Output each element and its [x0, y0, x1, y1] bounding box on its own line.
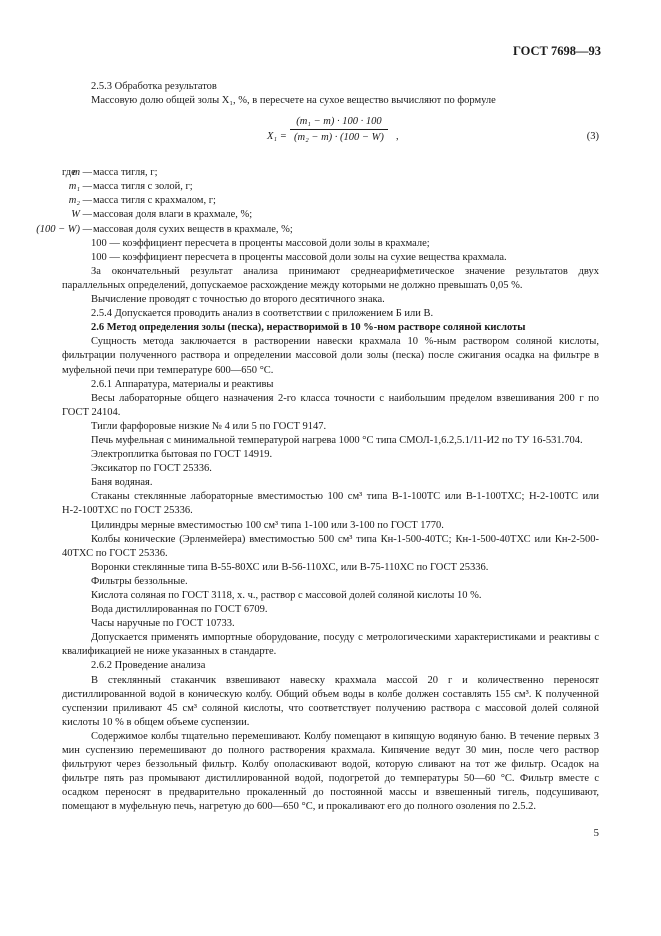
- equipment-item: Цилиндры мерные вместимостью 100 см³ типа 1-100 или 3-100 по ГОСТ 1770.: [91, 519, 444, 531]
- equipment-item: Кислота соляная по ГОСТ 3118, х. ч., раствор с массовой долей соляной кислоты 10 %.: [91, 590, 482, 601]
- section-heading-2-6-1: 2.6.1 Аппаратура, материалы и реактивы: [91, 378, 274, 390]
- definition-symbol: W —: [71, 209, 92, 221]
- equipment-item: Вода дистиллированная по ГОСТ 6709.: [91, 604, 268, 616]
- definition-text: массовая доля сухих веществ в крахмале, %;: [93, 223, 293, 235]
- equipment-item: Часы наручные по ГОСТ 10733.: [91, 618, 235, 630]
- section-heading-2-6: 2.6 Метод определения золы (песка), нерастворимой в 10 %-ном растворе соляной кислоты: [91, 322, 526, 334]
- formula-denominator: (m₂ − m) · (100 − W): [290, 129, 388, 145]
- where-word: где: [62, 167, 76, 179]
- page-body: [36, 80, 599, 815]
- definition-symbol: m₂ —: [68, 195, 92, 207]
- formula-3: [62, 113, 599, 161]
- section-heading-2-5-4: 2.5.4 Допускается проводить анализ в соответствии с приложением Б или В.: [91, 308, 434, 320]
- formula-lhs: X₁ =: [267, 131, 287, 143]
- definition-row: [62, 180, 599, 194]
- equipment-item: Колбы конические (Эрленмейера) вместимостью 500 см³ типа Кн-1-500-40ТС; Кн-1-500-40ТХС или Кн-2-500-40ТХС по ГОСТ 25336.: [62, 533, 599, 559]
- equipment-item: Фильтры беззольные.: [91, 575, 188, 587]
- definition-text: массовая доля влаги в крахмале, %;: [93, 209, 253, 221]
- definition-symbol: m₁ —: [68, 181, 92, 193]
- formula-trail: ,: [396, 131, 399, 143]
- formula-intro: Массовую долю общей золы X₁, %, в пересчете на сухое вещество вычисляют по формуле: [91, 95, 496, 107]
- definition-text: масса тигля с крахмалом, г;: [93, 195, 216, 207]
- page-number: 5: [593, 827, 599, 839]
- section-heading-2-5-3: 2.5.3 Обработка результатов: [91, 81, 217, 92]
- definition-row: [36, 223, 599, 237]
- equipment-item: Воронки стеклянные типа В-55-80ХС или В-56-110ХС, или В-75-110ХС по ГОСТ 25336.: [91, 561, 489, 573]
- definition-row: [62, 251, 599, 265]
- variable-definitions: [36, 166, 599, 265]
- definition-row: [62, 237, 599, 251]
- standard-header: ГОСТ 7698—93: [512, 44, 601, 58]
- definition-symbol: m —: [72, 167, 92, 179]
- equipment-item: Стаканы стеклянные лабораторные вместимостью 100 см³ типа В-1-100ТС или В-1-100ТХС; Н-2-100ТС или Н-2-100ТХС по ГОСТ 25336.: [62, 491, 599, 517]
- definition-text: масса тигля с золой, г;: [93, 181, 193, 193]
- formula-number: (3): [586, 131, 599, 143]
- formula-fraction: [290, 115, 388, 145]
- paragraph: Допускается применять импортные оборудование, посуду с метрологическими характеристиками и реактивы с квалификацией не ниже указанных в стандарте.: [62, 632, 599, 658]
- definition-symbol: (100 − W) —: [36, 223, 92, 235]
- definition-text: 100 — коэффициент пересчета в проценты массовой доли золы на сухие вещества крахмала.: [91, 251, 507, 263]
- paragraph: Содержимое колбы тщательно перемешивают. Колбу помещают в кипящую водяную баню. В течение первых 3 мин суспензию перемешивают до полного растворения крахмала. Кипячение ведут 30 мин, после чего раствор фильтруют через беззольный фильтр. Колбу ополаскивают водой, которую сливают на тот же фильтр. Осадок на фильтре пять раз промывают дистиллированной водой, подогретой до температуры 50—60 °С. Фильтр вместе с осадком переносят в предварительно прокаленный до постоянной массы и взвешенный тигель, подсушивают, помещают в муфельную печь, нагретую до 600—650 °С, и прокаливают его до полного озоления по 2.5.2.: [62, 730, 599, 813]
- definition-row: [62, 166, 599, 180]
- equipment-item: Тигли фарфоровые низкие № 4 или 5 по ГОСТ 9147.: [91, 420, 327, 432]
- definition-row: [62, 194, 599, 208]
- definition-text: масса тигля, г;: [93, 167, 158, 179]
- paragraph: За окончательный результат анализа принимают среднеарифметическое значение результатов двух параллельных определений, допускаемое расхождение между которыми не должно превышать 0,05 %.: [62, 265, 599, 291]
- definition-row: [62, 208, 599, 222]
- equipment-item: Электроплитка бытовая по ГОСТ 14919.: [91, 449, 273, 461]
- paragraph: В стеклянный стаканчик взвешивают навеску крахмала массой 20 г и количественно переносят дистиллированной водой в коническую колбу. Общий объем воды в колбе должен составлять 155 см³. К полученной суспензии приливают 45 см³ соляной кислоты, что соответствует получению раствора с массовой долей соляной кислоты 10 % в общем объеме суспензии.: [62, 674, 599, 728]
- equipment-item: Печь муфельная с минимальной температурой нагрева 1000 °С типа СМОЛ-1,6.2,5.1/11-И2 по ТУ 16-531.704.: [91, 434, 583, 446]
- equipment-item: Эксикатор по ГОСТ 25336.: [91, 463, 212, 475]
- formula-numerator: (m₁ − m) · 100 · 100: [296, 116, 382, 128]
- paragraph: Вычисление проводят с точностью до второго десятичного знака.: [91, 294, 385, 306]
- definition-text: 100 — коэффициент пересчета в проценты массовой доли золы в крахмале;: [91, 237, 430, 249]
- paragraph: Сущность метода заключается в растворении навески крахмала 10 %-ным раствором соляной кислоты, фильтрации полученного раствора и определении массовой доли золы (песка) после сжигания осадка на фильтре в муфельной печи при температуре 600—650 °С.: [62, 336, 599, 376]
- section-heading-2-6-2: 2.6.2 Проведение анализа: [91, 660, 206, 672]
- body-paragraphs: [62, 265, 599, 815]
- equipment-item: Баня водяная.: [91, 477, 153, 489]
- equipment-item: Весы лабораторные общего назначения 2-го класса точности с наибольшим пределом взвешивания 200 г по ГОСТ 24104.: [62, 392, 599, 418]
